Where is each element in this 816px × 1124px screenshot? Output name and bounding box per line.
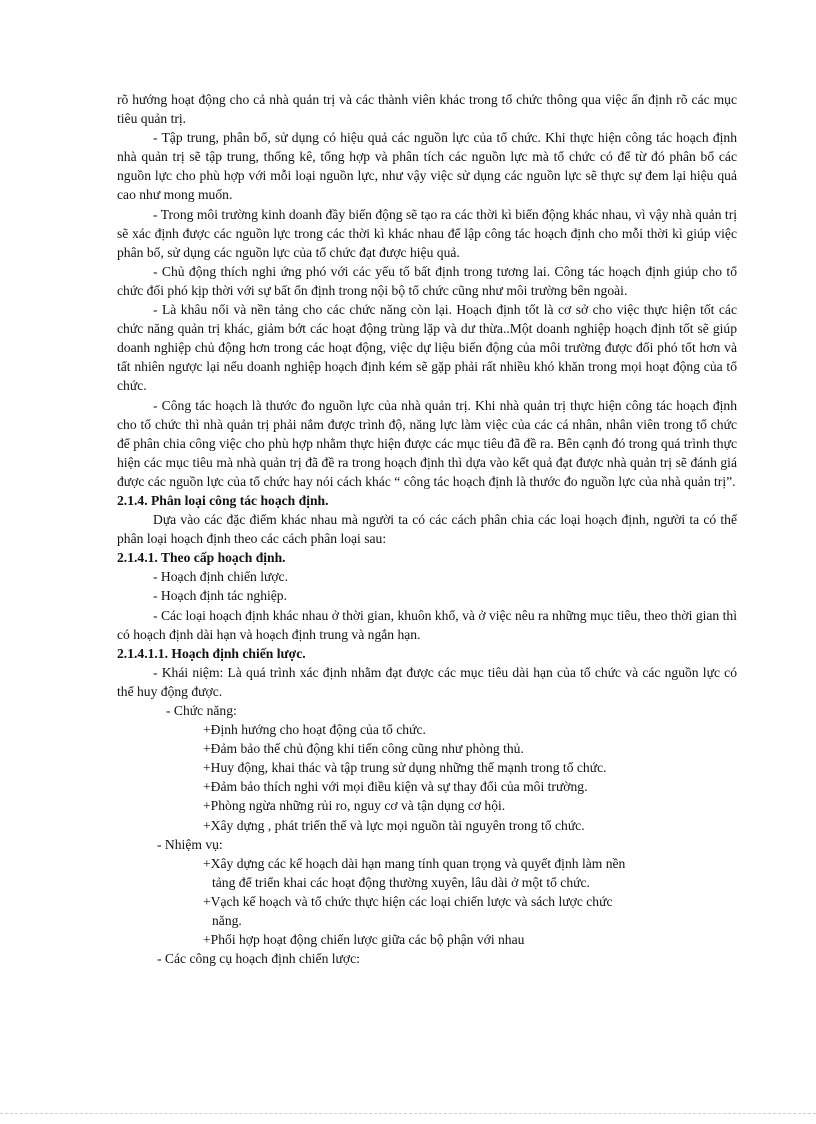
tools-label: - Các công cụ hoạch định chiến lược: [157, 951, 360, 967]
function-item: +Huy động, khai thác và tập trung sử dụng những thế mạnh trong tổ chức. [203, 760, 607, 776]
task-item [117, 892, 737, 930]
page-bottom-border [0, 1113, 816, 1124]
task-item-line: +Xây dựng các kế hoạch dài hạn mang tính quan trọng và quyết định làm nền [203, 855, 626, 871]
task-item [117, 854, 737, 892]
tasks-label: - Nhiệm vụ: [157, 836, 223, 852]
paragraph-types: - Các loại hoạch định khác nhau ở thời gian, khuôn khổ, và ở việc nêu ra những mục tiêu, theo thời gian thì có hoạch định dài hạn và hoạch định trung và ngắn hạn. [117, 607, 737, 642]
task-item: +Phối hợp hoạt động chiến lược giữa các bộ phận với nhau [203, 932, 525, 948]
paragraph-resources: - Tập trung, phân bổ, sử dụng có hiệu quả các nguồn lực của tổ chức. Khi thực hiện công tác hoạch định nhà quản trị sẽ tập trung, thống kê, tổng hợp và phân tích các nguồn lực mà tổ chức có để từ đó phân bổ các nguồn lực cho phù hợp với mỗi loại nguồn lực, như vậy việc sử dụng các nguồn lực sẽ thực sự đem lại hiệu quả cao như mong muốn. [117, 130, 737, 203]
heading-2-1-4: 2.1.4. Phân loại công tác hoạch định. [117, 492, 329, 508]
heading-2-1-4-1-1: 2.1.4.1.1. Hoạch định chiến lược. [117, 645, 306, 661]
paragraph-adaptation: - Chủ động thích nghi ứng phó với các yếu tố bất định trong tương lai. Công tác hoạch định giúp cho tổ chức đối phó kịp thời với sự bất ổn định trong nội bộ tổ chức cũng như môi trường bên ngoài. [117, 263, 737, 298]
paragraph-measure: - Công tác hoạch là thước đo nguồn lực của nhà quản trị. Khi nhà quản trị thực hiện công tác hoạch định cho tổ chức thì nhà quản trị phải nắm được trình độ, năng lực làm việc của các cá nhân, nhân viên trong tổ chức để phân chia công việc cho phù hợp nhằm thực hiện được các mục tiêu đã đề ra. Bên cạnh đó trong quá trình thực hiện các mục tiêu mà nhà quản trị đã đề ra trong hoạch định thì dựa vào kết quả đạt được nhà quản trị sẽ đánh giá được các nguồn lực của tổ chức hay nói cách khác “ công tác hoạch định là thước đo nguồn lực của nhà quản trị”. [117, 397, 737, 489]
functions-label: - Chức năng: [166, 703, 237, 718]
paragraph-intro: rõ hướng hoạt động cho cả nhà quản trị và các thành viên khác trong tổ chức thông qua việc ấn định rõ các mục tiêu quản trị. [117, 92, 737, 127]
paragraph-environment: - Trong môi trường kinh doanh đầy biến động sẽ tạo ra các thời kì biến động khác nhau, vì vậy nhà quản trị sẽ xác định được các nguồn lực trong các thời kì khác nhau để lập công tác hoạch định cho mỗi thời kì giúp việc phân bổ, sử dụng các nguồn lực của tổ chức đạt được hiệu quả. [117, 206, 737, 260]
function-item: +Xây dựng , phát triển thế và lực mọi nguồn tài nguyên trong tổ chức. [203, 817, 585, 833]
task-item-line: tảng để triển khai các hoạt động thường xuyên, lâu dài ở một tổ chức. [212, 874, 590, 890]
paragraph-classification: Dựa vào các đặc điểm khác nhau mà người ta có các cách phân chia các loại hoạch định, người ta có thể phân loại hoạch định theo các cách phân loại sau: [117, 512, 737, 547]
task-item-line: năng. [212, 913, 242, 929]
document-body [117, 90, 737, 968]
function-item: +Đảm bảo thích nghi với mọi điều kiện và sự thay đổi của môi trường. [203, 779, 588, 795]
task-item-line: +Vạch kế hoạch và tổ chức thực hiện các loại chiến lược và sách lược chức [203, 893, 613, 909]
function-item: +Định hướng cho hoạt động của tổ chức. [203, 722, 426, 738]
paragraph-foundation: - Là khâu nối và nền tảng cho các chức năng còn lại. Hoạch định tốt là cơ sở cho việc thực hiện tốt các chức năng quản trị khác, giảm bớt các hoạt động trùng lặp và dư thừa..Một doanh nghiệp hoạch định tốt sẽ giúp doanh nghiệp chủ động hơn trong các hoạt động, việc dự liệu biến động của môi trường được đối phó tốt hơn và tất nhiên ngược lại nếu doanh nghiệp hoạch định kém sẽ gặp phải rất nhiều khó khăn trong mọi hoạt động của tổ chức. [117, 302, 737, 394]
list-item-operational: - Hoạch định tác nghiệp. [153, 588, 288, 604]
function-item: +Đảm bảo thế chủ động khi tiến công cũng như phòng thủ. [203, 741, 524, 757]
heading-2-1-4-1: 2.1.4.1. Theo cấp hoạch định. [117, 550, 286, 566]
paragraph-concept: - Khái niệm: Là quá trình xác định nhằm đạt được các mục tiêu dài hạn của tổ chức và các nguồn lực có thể huy động được. [117, 664, 737, 699]
list-item-strategic: - Hoạch định chiến lược. [153, 569, 288, 585]
function-item: +Phòng ngừa những rủi ro, nguy cơ và tận dụng cơ hội. [203, 798, 506, 814]
